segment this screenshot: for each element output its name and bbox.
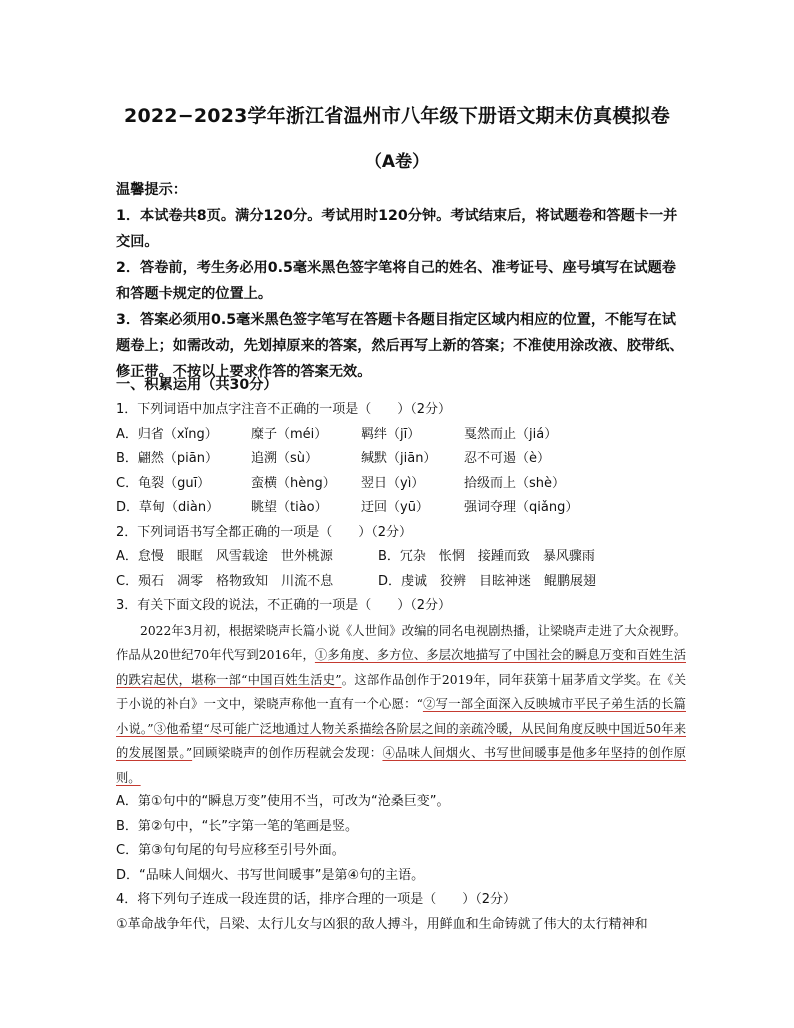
notice-item: 1．本试卷共8页。满分120分。考试用时120分钟。考试结束后，将试题卷和答题卡一并交回。 — [116, 208, 678, 250]
notice-item: 3．答案必须用0.5毫米黑色签字笔写在答题卡各题目指定区域内相应的位置，不能写在试题卷上；如需改动，先划掉原来的答案，然后再写上新的答案；不准使用涂改液、胶带纸、修正带。不按以上要求作答的答案无效。 — [116, 312, 684, 380]
notice-section — [116, 177, 686, 385]
option: C．第③句句尾的句号应移至引号外面。 — [116, 843, 345, 858]
option: D．“品味人间烟火、书写世间暖事”是第④句的主语。 — [116, 867, 425, 883]
exam-title: 2022−2023学年浙江省温州市八年级下册语文期末仿真模拟卷 — [124, 105, 670, 127]
notice-item: 2．答卷前，考生务必用0.5毫米黑色签字笔将自己的姓名、准考证号、座号填写在试题卷和答题卡规定的位置上。 — [116, 260, 676, 302]
option-cell: 拾级而上（shè） — [464, 475, 566, 491]
option-cell: D．虔诚 狡辨 目眩神迷 鲲鹏展翅 — [378, 573, 597, 589]
option-row — [116, 472, 686, 497]
section-heading: 一、积累运用（共30分） — [116, 377, 278, 393]
option-cell: 羁绊（jī） — [361, 426, 421, 442]
passage-sentence-1: ①多角度、多方位、多层次地描写了中国社会的瞬息万变和百姓生活的跌宕起伏，堪称一部“中国百姓生活史” — [116, 648, 686, 687]
passage-sentence-2-3: ②写一部全面深入反映城市平民子弟生活的长篇小说。”③他希望“尽可能广泛地通过人物关系描绘各阶层之间的亲疏冷暖，从民间角度反映中国近50年来的发展图景。” — [116, 697, 686, 760]
reading-passage — [116, 619, 686, 791]
option-row — [116, 570, 686, 595]
question-stem: 4．将下列句子连成一段连贯的话，排序合理的一项是（ ）（2分） — [116, 892, 517, 907]
question-3 — [116, 594, 686, 888]
option-cell: C．殒石 凋零 格物致知 川流不息 — [116, 573, 334, 589]
option-cell: B．冗杂 怅惘 接踵而致 暴风骤雨 — [378, 549, 595, 564]
option-row — [116, 423, 686, 448]
passage-text: 回顾梁晓声的创作历程就会发现： — [192, 746, 383, 760]
option-row — [116, 545, 686, 570]
option-cell: 眺望（tiào） — [251, 500, 328, 515]
option-cell: 迂回（yū） — [361, 500, 429, 515]
question-stem: 2．下列词语书写全都正确的一项是（ ）（2分） — [116, 524, 413, 540]
option-row — [116, 496, 686, 521]
passage-sentence-4: ④品味人间烟火、书写世间暖事是他多年坚持的创作原则。 — [116, 746, 686, 785]
option-cell: 追溯（sù） — [251, 451, 319, 466]
option-cell: B．翩然（piān） — [116, 451, 218, 466]
option-cell: 糜子（méi） — [251, 426, 328, 442]
section-one — [116, 372, 686, 937]
passage-text: 2022年3月初，根据梁晓声长篇小说《人世间》改编的同名电视剧热播，让梁晓声走进了大众视野。作品从20世纪70年代写到2016年， — [116, 623, 686, 662]
exam-subtitle: （A卷） — [364, 152, 430, 172]
passage-text: 。这部作品创作于2019年，同年获第十届茅盾文学奖。在《关于小说的补白》一文中，梁晓声称他一直有一个心愿：“ — [116, 672, 687, 711]
option-row — [116, 447, 686, 472]
question-stem: 3．有关下面文段的说法，不正确的一项是（ ）（2分） — [116, 598, 452, 613]
question-2 — [116, 521, 686, 595]
option-cell: 忍不可遏（è） — [464, 451, 550, 466]
option-cell: 翌日（yì） — [361, 475, 425, 491]
option: B．第②句中，“长”字第一笔的笔画是竖。 — [116, 818, 359, 834]
option: A．第①句中的“瞬息万变”使用不当，可改为“沧桑巨变”。 — [116, 794, 450, 809]
question-1 — [116, 398, 686, 521]
option-cell: D．草甸（diàn） — [116, 500, 220, 515]
option-cell: 戛然而止（jiá） — [464, 426, 558, 442]
question-stem: 1．下列词语中加点字注音不正确的一项是（ ）（2分） — [116, 402, 452, 417]
question-4 — [116, 888, 686, 937]
option-cell: A．归省（xǐng） — [116, 426, 218, 442]
sentence-1: ①革命战争年代，吕梁、太行儿女与凶狠的敌人搏斗，用鲜血和生命铸就了伟大的太行精神和 — [116, 916, 648, 932]
option-cell: 强词夺理（qiǎng） — [464, 500, 579, 515]
option-cell: A．怠慢 眼眶 风雪载途 世外桃源 — [116, 549, 333, 564]
option-cell: 蛮横（hèng） — [251, 475, 336, 491]
option-cell: 缄默（jiān） — [361, 451, 437, 466]
option-cell: C．龟裂（guī） — [116, 475, 211, 491]
notice-heading: 温馨提示： — [116, 182, 187, 198]
